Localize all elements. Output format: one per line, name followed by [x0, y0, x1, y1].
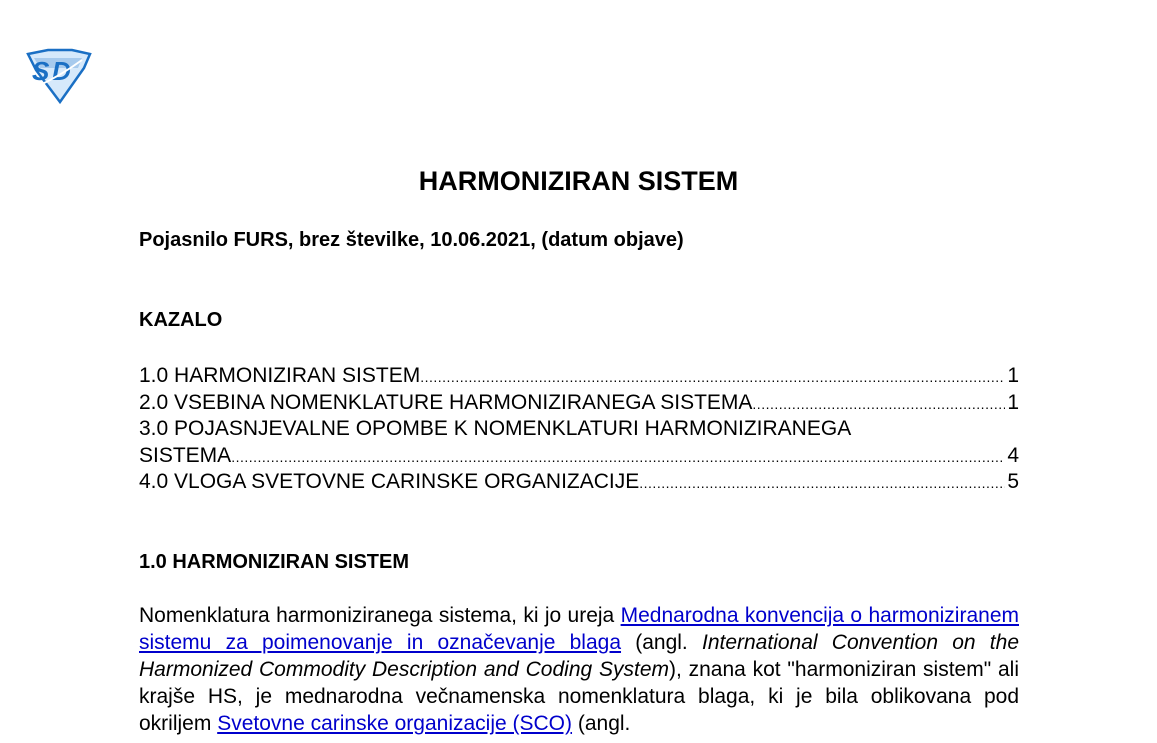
document-subtitle: Pojasnilo FURS, brez številke, 10.06.2021, (datum objave)	[139, 229, 684, 251]
toc-entry-title: 2.0 VSEBINA NOMENKLATURE HARMONIZIRANEGA SISTEMA	[139, 390, 753, 414]
toc-leader-dots	[231, 444, 1005, 471]
toc-entry[interactable]	[139, 363, 1019, 390]
section-heading: 1.0 HARMONIZIRAN SISTEM	[139, 551, 410, 573]
toc-leader-dots	[639, 470, 1005, 497]
svg-text:S: S	[32, 56, 50, 86]
toc-entry-title: SISTEMA	[139, 443, 232, 467]
toc-entry[interactable]	[139, 469, 1019, 496]
svg-text:D: D	[52, 56, 71, 86]
toc-entry-page: 4	[1007, 443, 1019, 467]
toc-entry-title: 1.0 HARMONIZIRAN SISTEM	[139, 364, 421, 387]
toc-entry-title: 4.0 VLOGA SVETOVNE CARINSKE ORGANIZACIJE	[139, 470, 640, 493]
toc-heading: KAZALO	[139, 309, 223, 331]
toc-entry-page: 1	[1007, 364, 1019, 387]
table-of-contents	[139, 363, 1019, 496]
paragraph-text: (angl.	[621, 631, 702, 654]
document-title: HARMONIZIRAN SISTEM	[418, 166, 739, 196]
paragraph-text: Nomenklatura harmoniziranega sistema, ki jo ureja	[139, 604, 621, 627]
toc-leader-dots	[420, 364, 1005, 391]
toc-entry-page: 5	[1007, 470, 1019, 493]
toc-leader-dots	[752, 391, 1005, 418]
paragraph-text: (angl.	[572, 712, 631, 735]
toc-entry-page: 1	[1007, 390, 1019, 414]
toc-entry-first-line[interactable]	[139, 416, 1019, 443]
toc-entry[interactable]	[139, 390, 1019, 417]
paragraph-text: ), znana kot "harmoniziran sistem" ali krajše HS, je mednarodna večnamenska nomenklatura blaga, ki je bila oblikovana pod okriljem	[139, 658, 1019, 735]
sd-logo-icon	[22, 46, 96, 106]
wco-link[interactable]: Svetovne carinske organizacije (SCO)	[217, 712, 573, 735]
toc-entry-continuation[interactable]	[139, 443, 1019, 470]
paragraph-italic-text: International Convention on the Harmonized Commodity Description and Coding System	[139, 631, 1020, 681]
body-paragraph	[139, 602, 1019, 737]
convention-link[interactable]: Mednarodna konvencija o harmoniziranem sistemu za poimenovanje in označevanje blaga	[139, 604, 1019, 654]
toc-entry-title: 3.0 POJASNJEVALNE OPOMBE K NOMENKLATURI HARMONIZIRANEGA	[139, 417, 852, 440]
